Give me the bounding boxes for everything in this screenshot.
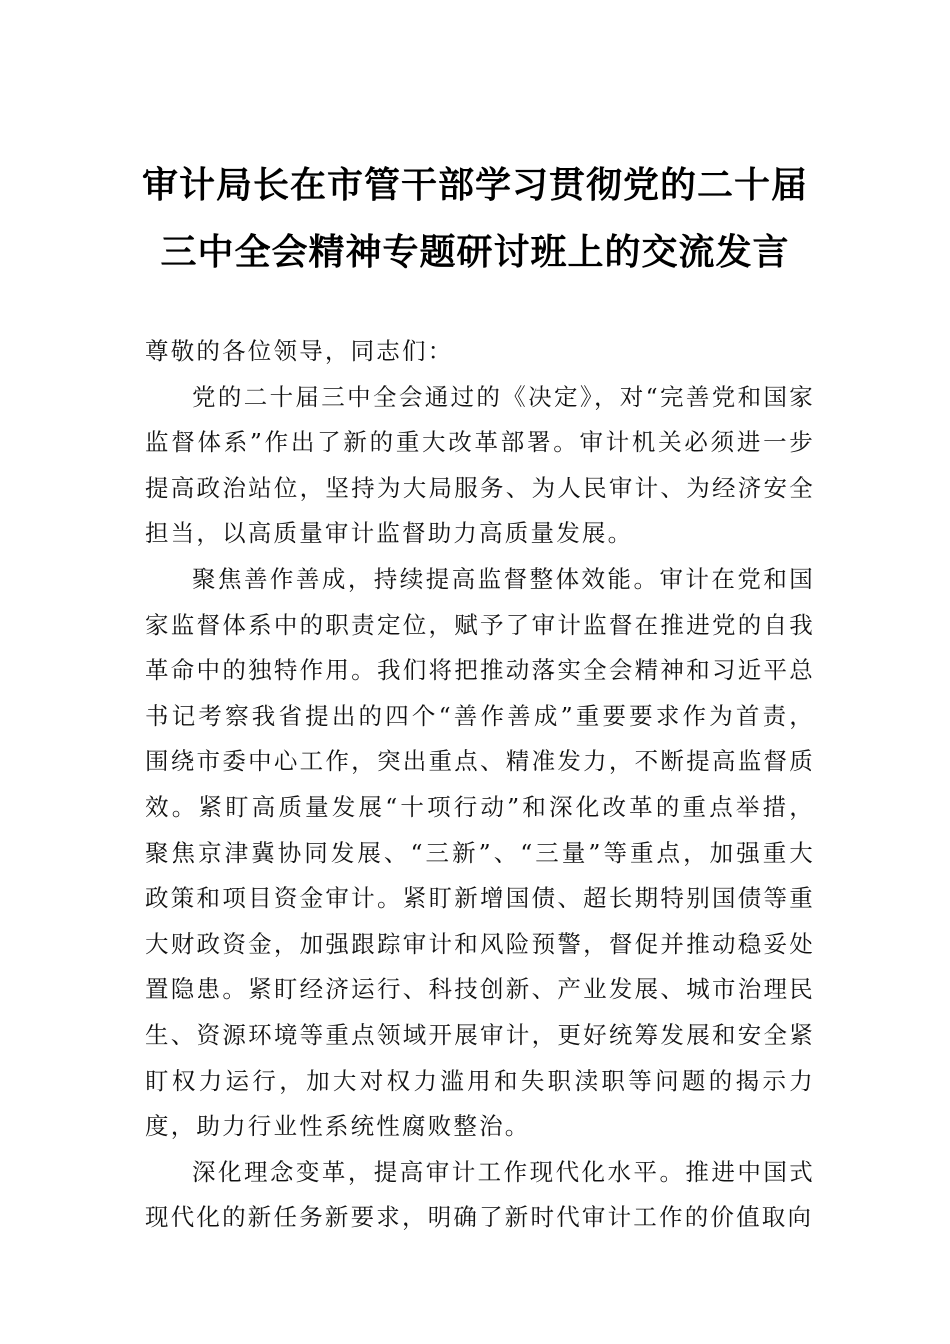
document-title-line-2: 三中全会精神专题研讨班上的交流发言 [160,231,790,273]
document-title-line-1: 审计局长在市管干部学习贯彻党的二十届 [141,164,808,206]
paragraph-3: 深化理念变革，提高审计工作现代化水平。推进中国式现代化的新任务新要求，明确了新时代审计工作的价值取向 [145,1157,815,1232]
paragraph-1: 党的二十届三中全会通过的《决定》，对“完善党和国家监督体系”作出了新的重大改革部署。审计机关必须进一步提高政治站位，坚持为大局服务、为人民审计、为经济安全担当，以高质量审计监督助力高质量发展。 [145,382,815,548]
document-body [145,329,815,1241]
paragraph-2: 聚焦善作善成，持续提高监督整体效能。审计在党和国家监督体系中的职责定位，赋予了审计监督在推进党的自我革命中的独特作用。我们将把推动落实全会精神和习近平总书记考察我省提出的四个“善作善成”重要要求作为首责，围绕市委中心工作，突出重点、精准发力，不断提高监督质效。紧盯高质量发展“十项行动”和深化改革的重点举措，聚焦京津冀协同发展、“三新”、“三量”等重点，加强重大政策和项目资金审计。紧盯新增国债、超长期特别国债等重大财政资金，加强跟踪审计和风险预警，督促并推动稳妥处置隐患。紧盯经济运行、科技创新、产业发展、城市治理民生、资源环境等重点领域开展审计，更好统筹发展和安全紧盯权力运行，加大对权力滥用和失职渎职等问题的揭示力度，助力行业性系统性腐败整治。 [145,564,815,1141]
salutation: 尊敬的各位领导，同志们： [145,337,454,365]
